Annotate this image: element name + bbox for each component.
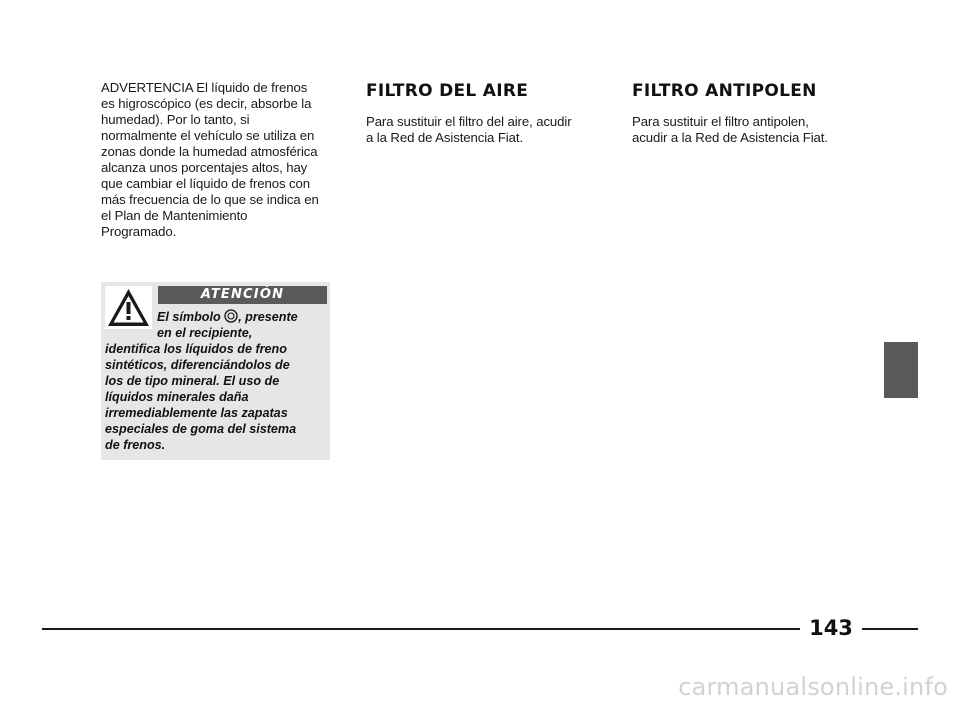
warning-line: irremediablemente las zapatas xyxy=(105,406,288,420)
warning-text xyxy=(105,309,327,453)
air-filter-heading: FILTRO DEL AIRE xyxy=(366,81,529,101)
section-tab-marker xyxy=(884,342,918,398)
advisory-line: zonas donde la humedad atmosférica xyxy=(101,144,318,159)
warning-line: los de tipo mineral. El uso de xyxy=(105,374,280,388)
brake-fluid-symbol-icon xyxy=(224,309,238,323)
warning-title: ATENCIÓN xyxy=(158,286,327,304)
footer-rule-right xyxy=(862,628,918,630)
air-filter-line: a la Red de Asistencia Fiat. xyxy=(366,130,524,145)
advisory-line: que cambiar el líquido de frenos con xyxy=(101,176,310,191)
pollen-filter-heading: FILTRO ANTIPOLEN xyxy=(632,81,817,101)
pollen-filter-line: Para sustituir el filtro antipolen, xyxy=(632,114,809,129)
advisory-line: Programado. xyxy=(101,224,177,239)
footer-rule-left xyxy=(42,628,800,630)
advisory-line: el Plan de Mantenimiento xyxy=(101,208,248,223)
pollen-filter-paragraph xyxy=(632,114,872,146)
advisory-line: ADVERTENCIA El líquido de frenos xyxy=(101,80,308,95)
warning-line: , presente xyxy=(238,310,298,324)
air-filter-line: Para sustituir el filtro del aire, acudir xyxy=(366,114,572,129)
advisory-line: alcanza unos porcentajes altos, hay xyxy=(101,160,308,175)
warning-line: de frenos. xyxy=(105,438,166,452)
brake-fluid-advisory xyxy=(101,80,337,240)
advisory-line: es higroscópico (es decir, absorbe la xyxy=(101,96,312,111)
advisory-line: más frecuencia de lo que se indica en xyxy=(101,192,319,207)
advisory-line: humedad). Por lo tanto, si xyxy=(101,112,250,127)
air-filter-paragraph xyxy=(366,114,602,146)
warning-text-start: El símbolo xyxy=(157,310,225,324)
warning-box xyxy=(101,282,330,460)
page-number: 143 xyxy=(809,616,853,640)
pollen-filter-line: acudir a la Red de Asistencia Fiat. xyxy=(632,130,828,145)
warning-line: líquidos minerales daña xyxy=(105,390,249,404)
warning-line: en el recipiente, xyxy=(157,326,253,340)
pollen-filter-section xyxy=(632,80,872,146)
air-filter-section xyxy=(366,80,602,146)
advisory-paragraph xyxy=(101,80,337,240)
watermark: carmanualsonline.info xyxy=(678,673,948,701)
warning-line: sintéticos, diferenciándolos de xyxy=(105,358,290,372)
warning-line: identifica los líquidos de freno xyxy=(105,342,287,356)
warning-line: especiales de goma del sistema xyxy=(105,422,297,436)
advisory-line: normalmente el vehículo se utiliza en xyxy=(101,128,315,143)
